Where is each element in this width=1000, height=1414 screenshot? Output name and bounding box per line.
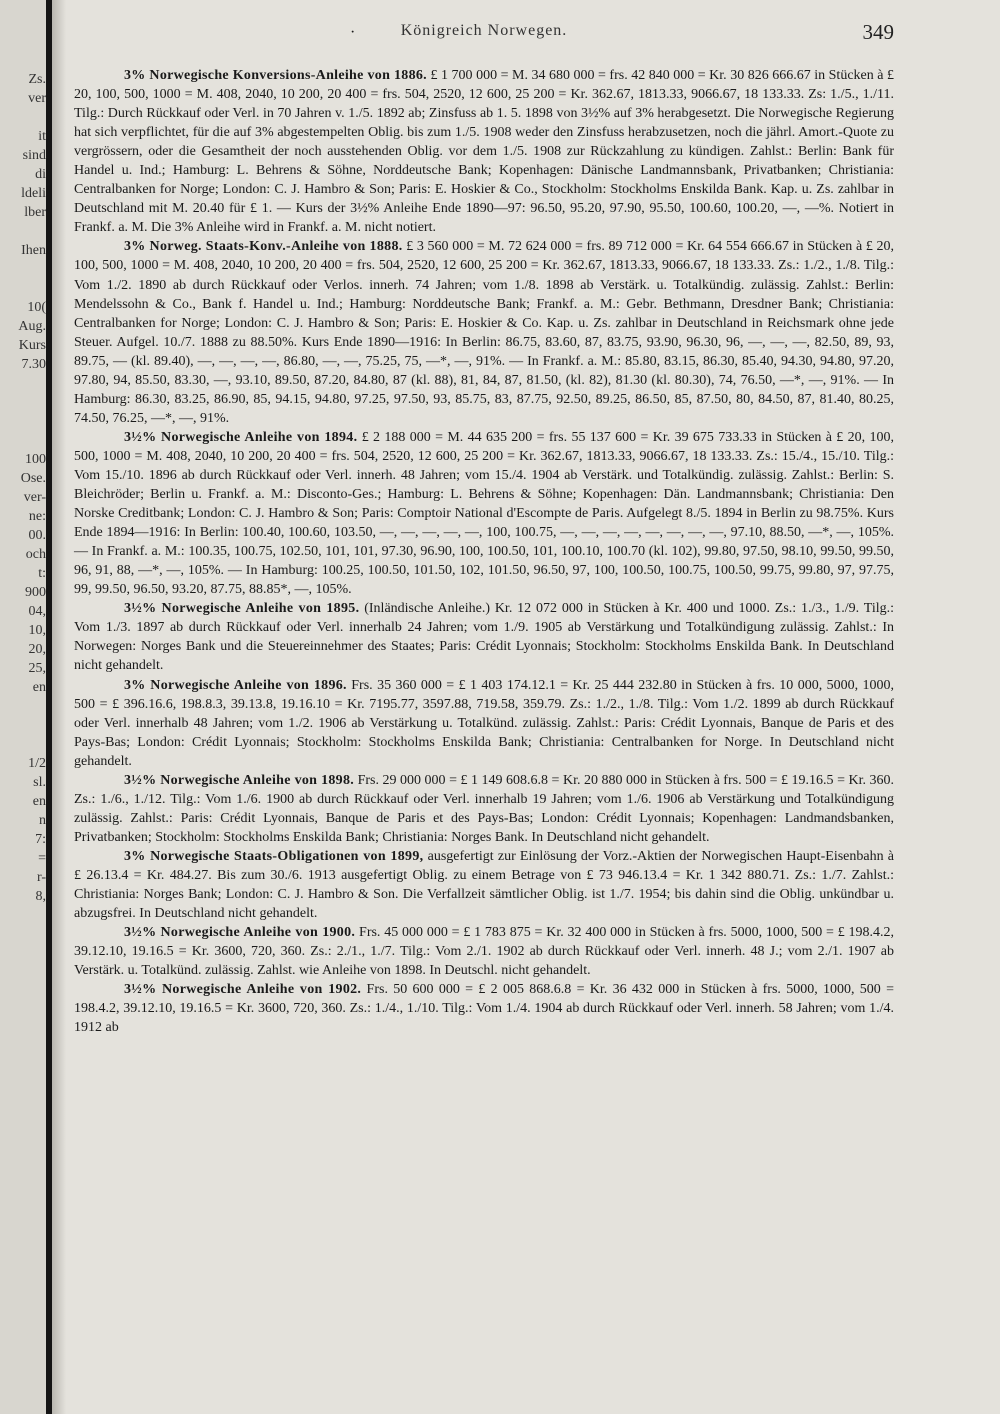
- entry-1896: [74, 676, 894, 771]
- strip-fragment: =: [38, 851, 46, 866]
- strip-fragment: t:: [38, 566, 46, 581]
- running-title: Königreich Norwegen.: [400, 22, 568, 39]
- strip-fragment: ver-: [23, 490, 46, 505]
- strip-fragment: 20,: [28, 642, 46, 657]
- entry-body: £ 2 188 000 = M. 44 635 200 = frs. 55 137 600 = Kr. 39 675 733.33 in Stücken à £ 20, 100, 500, 1000 = M. 408, 2040, 10 200, 20 400 = frs. 504, 2520, 12 600, 25 200 = Kr. 362.67, 1813.33, 9066.67, 18 133.33. Zs.: 15./4., 15./10. Tilg.: Vom 15./10. 1896 ab durch Rückkauf oder Verl. innerh. 48 Jahren; vom 15./4. 1904 ab Verstärk. und Totalkündig. zulässig. Zahlst.: Berlin: S. Bleichröder; Berlin u. Frankf. a. M.: Disconto-Ges.; Hamburg: L. Behrens & Söhne; Kopenhagen: Dän. Landmannsbank; Christiania: Den Norske Creditbank; London: C. J. Hambro & Son; Paris: Comptoir National d'Escompte de Paris. Aufgelegt 8./5. 1894 in Berlin zu 98.75%. Kurs Ende 1894—1916: In Berlin: 100.40, 100.60, 103.50, —, —, —, —, —, 100, 100.75, —, —, —, —, —, —, —, —, 97.10, 88.50, —*, —, 105%. — In Frankf. a. M.: 100.35, 100.75, 102.50, 101, 101, 97.30, 96.90, 100, 100.50, 101, 100.10, 100.70 (kl. 102), 99.80, 97.50, 98.10, 99.50, 99.50, 96, 91, 88, —*, —, 105%. — In Hamburg: 100.25, 100.50, 101.50, 102, 101.50, 96.50, 97, 100, 100.50, 100.75, 100.50, 99.75, 99.80, 97, 97.75, 99, 99.50, 96.50, 93.20, 87.75, 88.85*, —, 105%.: [74, 429, 894, 598]
- entry-title: 3½% Norwegische Anleihe von 1898.: [124, 772, 355, 788]
- strip-fragment: sl.: [33, 775, 46, 790]
- entry-title: 3½% Norwegische Anleihe von 1902.: [124, 982, 362, 998]
- entry-1898: [74, 771, 894, 847]
- strip-fragment: 7:: [35, 832, 46, 847]
- strip-fragment: ver: [28, 91, 46, 106]
- strip-fragment: 00.: [28, 528, 46, 543]
- strip-fragment: lber: [24, 205, 46, 220]
- entry-1895: [74, 599, 894, 675]
- strip-fragment: Zs.: [28, 72, 46, 87]
- strip-fragment: ldeli: [21, 186, 46, 201]
- entry-body: ausgefertigt zur Einlösung der Vorz.-Aktien der Norwegischen Haupt-Eisenbahn à £ 26.13.4 = Kr. 484.27. Bis zum 30./6. 1913 ausgefertigt Oblig. zu einem Betrage von £ 73 946.13.4 = Kr. 1 342 880.71. Zs.: 1./7. Zahlst.: Christiania: Norges Bank; London: C. J. Hambro & Son. Die Verfallzeit sämtlicher Oblig. ist 1./7. 1954; bis dahin sind die Oblig. unkündbar u. abzugsfrei. In Deutschland nicht gehandelt.: [74, 848, 894, 922]
- entry-title: 3% Norwegische Anleihe von 1896.: [124, 677, 347, 693]
- entry-title: 3½% Norwegische Anleihe von 1900.: [124, 925, 356, 941]
- strip-fragment: 1/2: [28, 756, 46, 771]
- entry-body: (Inländische Anleihe.) Kr. 12 072 000 in Stücken à Kr. 400 und 1000. Zs.: 1./3., 1./9. Tilg.: Vom 1./3. 1897 ab durch Rückkauf oder Verl. innerhalb 24 Jahren; vom 1./9. 1905 ab Verstärkung und Totalkündigung zulässig. Zahlst.: In Norwegen: Norges Bank und die Steuereinnehmer des Staates; Paris: Crédit Lyonnais; Stockholm: Stockholms Enskilda Bank. In Deutschland nicht gehandelt.: [74, 601, 894, 674]
- entry-title: 3½% Norwegische Anleihe von 1895.: [124, 601, 360, 617]
- strip-fragment: Aug.: [18, 319, 46, 334]
- entry-body: Frs. 45 000 000 = £ 1 783 875 = Kr. 32 400 000 in Stücken à frs. 5000, 1000, 500 = £ 198.4.2, 39.12.10, 19.16.5 = Kr. 3600, 720, 360. Zs.: 2./1., 1./7. Tilg.: Vom 2./1. 1902 ab durch Rückkauf oder Verl. innerh. 48 J.; vom 2./1. 1907 ab Verstärk. u. Totalkünd. zulässig. Zahlst. wie Anleihe von 1898. In Deutschl. nicht gehandelt.: [74, 925, 895, 979]
- strip-fragment: r-: [36, 870, 46, 885]
- strip-fragment: ne:: [28, 509, 46, 524]
- entry-1894: [74, 428, 894, 599]
- gutter-shadow: [52, 0, 66, 1414]
- entry-body: Frs. 35 360 000 = £ 1 403 174.12.1 = Kr. 25 444 232.80 in Stücken à frs. 10 000, 5000, 1000, 500 = £ 396.16.6, 198.8.3, 39.13.8, 19.16.10 = Kr. 7195.77, 3597.88, 719.58, 359.79. Zs.: 1./2., 1./8. Tilg.: Vom 1./2. 1899 ab durch Rückkauf oder Verl. innerhalb 48 Jahren; vom 1./2. 1906 ab Verstärkung u. Totalkünd. zulässig. Zahlst.: Paris: Crédit Lyonnais, Banque de Paris et des Pays-Bas; London: Crédit Lyonnais; Stockholm: Stockholms Enskilda Bank; Christiania: Centralbanken for Norge. In Deutschland nicht gehandelt.: [74, 677, 895, 769]
- page-header: [74, 20, 894, 46]
- entry-body: Frs. 50 600 000 = £ 2 005 868.6.8 = Kr. 36 432 000 in Stücken à frs. 5000, 1000, 500 = 198.4.2, 39.12.10, 19.16.5 = Kr. 3600, 720, 360. Zs.: 1./4., 1./10. Tilg.: Vom 1./4. 1904 ab durch Rückkauf oder Verl. innerh. 58 Jahren; vom 1./4. 1912 ab: [74, 982, 895, 1036]
- strip-fragment: 10,: [28, 623, 46, 638]
- strip-fragment: 8,: [35, 889, 46, 904]
- strip-fragment: 25,: [28, 661, 46, 676]
- header-dot: ·: [350, 24, 356, 41]
- strip-fragment: 10(: [27, 300, 46, 315]
- strip-fragment: Kurs: [18, 338, 46, 353]
- entry-title: 3½% Norwegische Anleihe von 1894.: [124, 429, 358, 445]
- strip-fragment: och: [25, 547, 46, 562]
- entry-title: 3% Norweg. Staats-Konv.-Anleihe von 1888.: [124, 239, 403, 255]
- entry-body: £ 1 700 000 = M. 34 680 000 = frs. 42 840 000 = Kr. 30 826 666.67 in Stücken à £ 20, 100, 500, 1000 = M. 408, 2040, 10 200, 20 400 = frs. 504, 2520, 12 600, 25 200 = Kr. 362.67, 1813.33, 9066.67, 18 133.33. Zs: 1./5., 1./11. Tilg.: Durch Rückkauf oder Verl. in 70 Jahren v. 1./5. 1892 ab; Zinsfuss ab 1. 5. 1898 von 3½% auf 3% herabgesetzt. Die Norwegische Regierung hat sich verpflichtet, für die auf 3% abgestempelten Oblig. bis zum 1./5. 1908 weder den Zinsfuss herabzusetzen, noch die jährl. Amort.-Quote zu vergrössern, oder die Gesamtheit der noch ausstehenden Oblig. vor dem 1./5. 1908 zur Rückzahlung zu kündigen. Zahlst.: Berlin: Bank für Handel u. Ind.; Hamburg: L. Behrens & Söhne, Norddeutsche Bank; Kopenhagen: Dänische Landmannsbank, Privatbanken; Christiania: Centralbanken for Norge; London: C. J. Hambro & Son; Paris: E. Hoskier & Co., Stockholm: Stockholms Enskilda Bank. Kap. u. Zs. zahlbar in Deutschland mit M. 20.40 für £ 1. — Kurs der 3½% Anleihe Ende 1890—97: 96.50, 95.20, 97.90, 95.50, 100.60, 100.20, —, —%. Notiert in Frankf. a. M. Die 3% Anleihe wird in Frankf. a. M. nicht notiert.: [74, 68, 894, 236]
- strip-fragment: n: [39, 813, 46, 828]
- strip-fragment: en: [32, 680, 46, 695]
- entry-title: 3% Norwegische Konversions-Anleihe von 1886.: [124, 68, 427, 83]
- strip-fragment: en: [32, 794, 46, 809]
- strip-fragment: di: [35, 167, 46, 182]
- strip-fragment: 100: [25, 452, 46, 467]
- entry-1902: [74, 980, 894, 1037]
- page-number: 349: [862, 20, 894, 44]
- entry-body: Frs. 29 000 000 = £ 1 149 608.6.8 = Kr. 20 880 000 in Stücken à frs. 500 = £ 19.16.5 = Kr. 360. Zs.: 1./6., 1./12. Tilg.: Vom 1./6. 1900 ab durch Rückkauf oder Verl. innerhalb 19 Jahren; vom 1./6. 1906 ab Verstärkung und Totalkündigung zulässig. Zahlst.: Paris: Crédit Lyonnais, Banque de Paris et des Pays-Bas; London: Crédit Lyonnais; Kopenhagen: Landmandsbanken, Privatbanken; Stockholm: Stockholms Enskilda Bank; Christiania: Norges Bank. In Deutschland nicht gehandelt.: [74, 772, 894, 845]
- entry-1900: [74, 923, 894, 980]
- strip-fragment: it: [38, 129, 46, 144]
- entry-1888: [74, 237, 894, 427]
- strip-fragment: 900: [25, 585, 46, 600]
- adjacent-page-strip: [0, 0, 46, 1414]
- entry-title: 3% Norwegische Staats-Obligationen von 1899,: [124, 848, 424, 864]
- strip-fragment: sind: [22, 148, 46, 163]
- strip-fragment: 04,: [28, 604, 46, 619]
- entry-1886: [74, 66, 894, 237]
- strip-fragment: Ihen: [21, 243, 46, 258]
- main-text: [74, 66, 894, 1037]
- entry-1899: [74, 847, 894, 923]
- strip-fragment: Ose.: [20, 471, 46, 486]
- strip-fragment: 7.30: [21, 357, 46, 372]
- entry-body: £ 3 560 000 = M. 72 624 000 = frs. 89 712 000 = Kr. 64 554 666.67 in Stücken à £ 20, 100, 500, 1000 = M. 408, 2040, 10 200, 20 400 = frs. 504, 2520, 12 600, 25 200 = Kr. 362.67, 1813.33, 9066.67, 18 133.33. Zs.: 1./2., 1./8. Tilg.: Vom 1./2. 1890 ab durch Rückkauf oder Verlos. innerh. 74 Jahren; vom 1./8. 1898 ab Verstärk. u. Totalkündig. zulässig. Zahlst.: Berlin: Mendelssohn & Co., Bank f. Handel u. Ind.; Hamburg: Norddeutsche Bank; Frankf. a. M.: Gebr. Bethmann, Dresdner Bank; Christiania: Centralbanken for Norge; London: C. J. Hambro & Son; Paris: E. Hoskier & Co. Kap. u. Zs. zahlbar in Deutschland in Reichsmark ohne jede Steuer. Aufgel. 10./7. 1888 zu 88.50%. Kurs Ende 1890—1916: In Berlin: 86.75, 83.60, 87, 83.75, 93.90, 96.30, 96, —, —, —, 82.50, 89, 93, 89.75, — (kl. 89.40), —, —, —, —, 86.80, —, —, 75.25, 75, —*, —, 91%. — In Frankf. a. M.: 85.80, 83.15, 86.30, 85.40, 94.30, 94.80, 97.20, 97.80, 94, 85.50, 83.30, —, 93.10, 89.50, 87.20, 84.80, 87 (kl. 88), 81, 84, 87, 81.50, (kl. 82), 81.30 (kl. 80.30), 74, 76.50, —*, —, 91%. — In Hamburg: 86.30, 83.25, 86.90, 85, 94.15, 94.80, 97.25, 97.50, 93, 85.75, 83, 87.75, 92.50, 89.25, 86.50, 85, 87.50, 80, 84.50, 87, 81.40, 80.25, 74.50, 76.25, —*, —, 91%.: [74, 239, 894, 426]
